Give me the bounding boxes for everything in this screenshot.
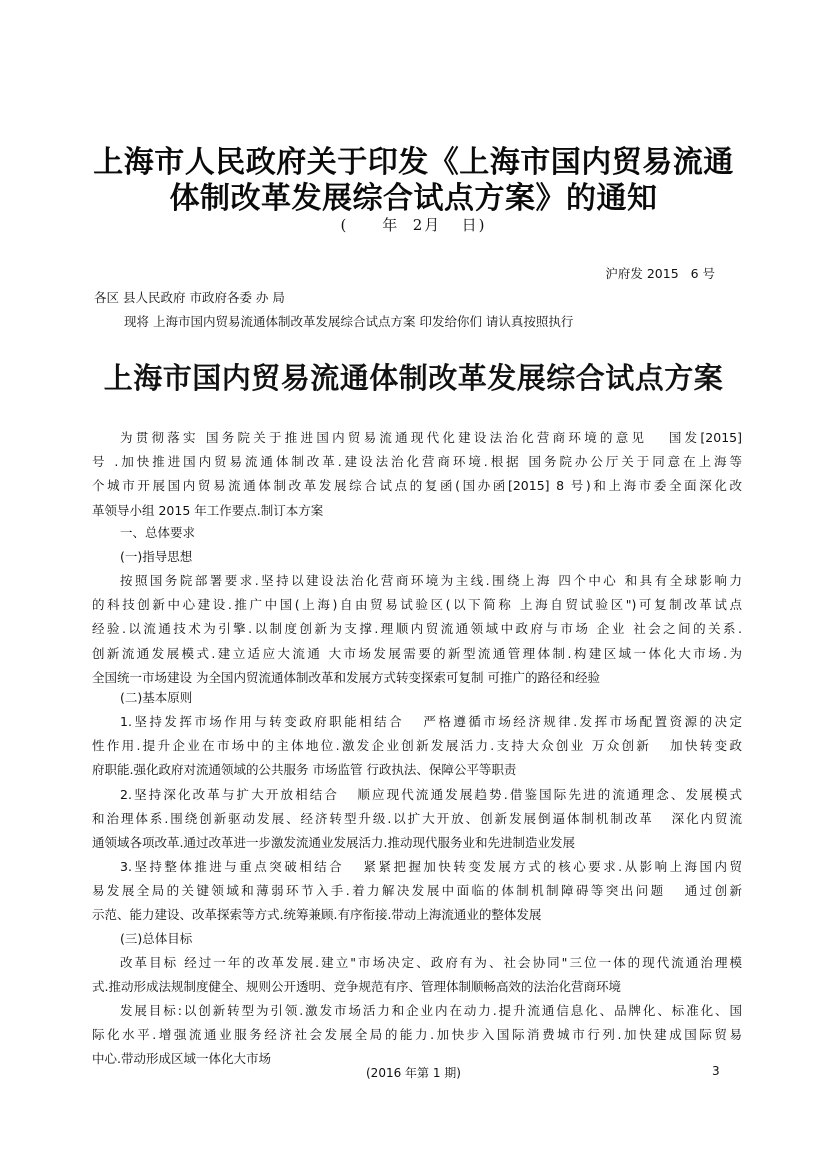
guiding-line: 经验.以流通技术为引擎.以制度创新为支撑.理顺内贸流通领域中政府与市场 企业 社会之间的关系.: [92, 621, 742, 637]
principle-3-paragraph: [92, 855, 742, 928]
principle-line: 府职能.强化政府对流通领域的公共服务 市场监管 行政执法、保障公平等职责: [92, 762, 517, 778]
preamble-paragraph: [92, 426, 742, 523]
development-goal-line: 中心.带动形成区域一体化大市场: [92, 1051, 271, 1067]
principle-line: 和治理体系.围绕创新驱动发展、经济转型升级.以扩大开放、创新发展倒逼体制机制改革 深化内贸流: [92, 811, 742, 827]
plan-title: 上海市国内贸易流通体制改革发展综合试点方案: [103, 361, 724, 395]
notice-date: ( 年 2月 日): [340, 216, 487, 234]
principle-line: 2.坚持深化改革与扩大开放相结合 顺应现代流通发展趋势.借鉴国际先进的流通理念、发展模式: [120, 787, 742, 802]
development-goal-line: 发展目标:以创新转型为引领.激发市场活力和企业内在动力.提升流通信息化、品牌化、标准化、国: [120, 1003, 742, 1018]
principle-2-paragraph: [92, 783, 742, 856]
principle-line: 性作用.提升企业在市场中的主体地位.激发企业创新发展活力.支持大众创业 万众创新 加快转变政: [92, 738, 742, 754]
subsection-2-heading: (二)基本原则: [120, 690, 193, 705]
principle-line: 易发展全局的关键领域和薄弱环节入手.着力解决发展中面临的体制机制障碍等突出问题 通过创新: [92, 883, 742, 899]
notice-title-line-1: 上海市人民政府关于印发《上海市国内贸易流通: [93, 145, 734, 180]
addressee: 各区 县人民政府 市政府各委 办 局: [94, 290, 285, 305]
principle-line: 通领域各项改革.通过改革进一步激发流通业发展活力.推动现代服务业和先进制造业发展: [92, 835, 575, 851]
principle-1-paragraph: [92, 710, 742, 783]
preamble-line: 为贯彻落实 国务院关于推进国内贸易流通现代化建设法治化营商环境的意见 国发[2015]: [120, 430, 742, 445]
development-goal-paragraph: [92, 999, 742, 1072]
section-1-heading: 一、总体要求: [120, 525, 196, 540]
guiding-line: 按照国务院部署要求.坚持以建设法治化营商环境为主线.围绕上海 四个中心 和具有全球影响力: [120, 573, 742, 588]
footer-issue: (2016 年第 1 期): [366, 1066, 461, 1080]
guiding-line: 创新流通发展模式.建立适应大流通 大市场发展需要的新型流通管理体制.构建区域一体化大市场.为: [92, 645, 742, 661]
guiding-ideology-paragraph: [92, 569, 742, 690]
reform-goal-paragraph: [92, 951, 742, 999]
document-number: 沪府发 2015 6 号: [605, 266, 715, 281]
guiding-line: 全国统一市场建设 为全国内贸流通体制改革和发展方式转变探索可复制 可推广的路径和经验: [92, 669, 600, 685]
preamble-line: 个城市开展国内贸易流通体制改革发展综合试点的复函(国办函[2015] 8 号)和上海市委全面深化改: [92, 478, 742, 494]
preamble-line: 号 .加快推进国内贸易流通体制改革.建设法治化营商环境.根据 国务院办公厅关于同意在上海等: [92, 454, 742, 470]
guiding-line: 的科技创新中心建设.推广中国(上海)自由贸易试验区(以下简称 上海自贸试验区")可复制改革试点: [92, 597, 742, 613]
subsection-3-heading: (三)总体目标: [120, 931, 193, 946]
reform-goal-line: 改革目标 经过一年的改革发展.建立"市场决定、政府有为、社会协同"三位一体的现代流通治理模: [120, 955, 742, 970]
principle-line: 3.坚持整体推进与重点突破相结合 紧紧把握加快转变发展方式的核心要求.从影响上海国内贸: [120, 859, 742, 874]
principle-line: 示范、能力建设、改革探索等方式.统筹兼顾.有序衔接.带动上海流通业的整体发展: [92, 907, 542, 923]
principle-line: 1.坚持发挥市场作用与转变政府职能相结合 严格遵循市场经济规律.发挥市场配置资源的决定: [120, 714, 742, 729]
development-goal-line: 际化水平.增强流通业服务经济社会发展全局的能力.加快步入国际消费城市行列.加快建成国际贸易: [92, 1027, 742, 1043]
page-number: 3: [712, 1064, 720, 1078]
forward-text: 现将 上海市国内贸易流通体制改革发展综合试点方案 印发给你们 请认真按照执行: [124, 314, 574, 329]
preamble-line: 革领导小组 2015 年工作要点.制订本方案: [92, 502, 324, 518]
notice-title-line-2: 体制改革发展综合试点方案》的通知: [169, 181, 658, 216]
subsection-1-heading: (一)指导思想: [120, 549, 193, 564]
reform-goal-line: 式.推动形成法规制度健全、规则公开透明、竞争规范有序、管理体制顺畅高效的法治化营商环境: [92, 979, 621, 995]
